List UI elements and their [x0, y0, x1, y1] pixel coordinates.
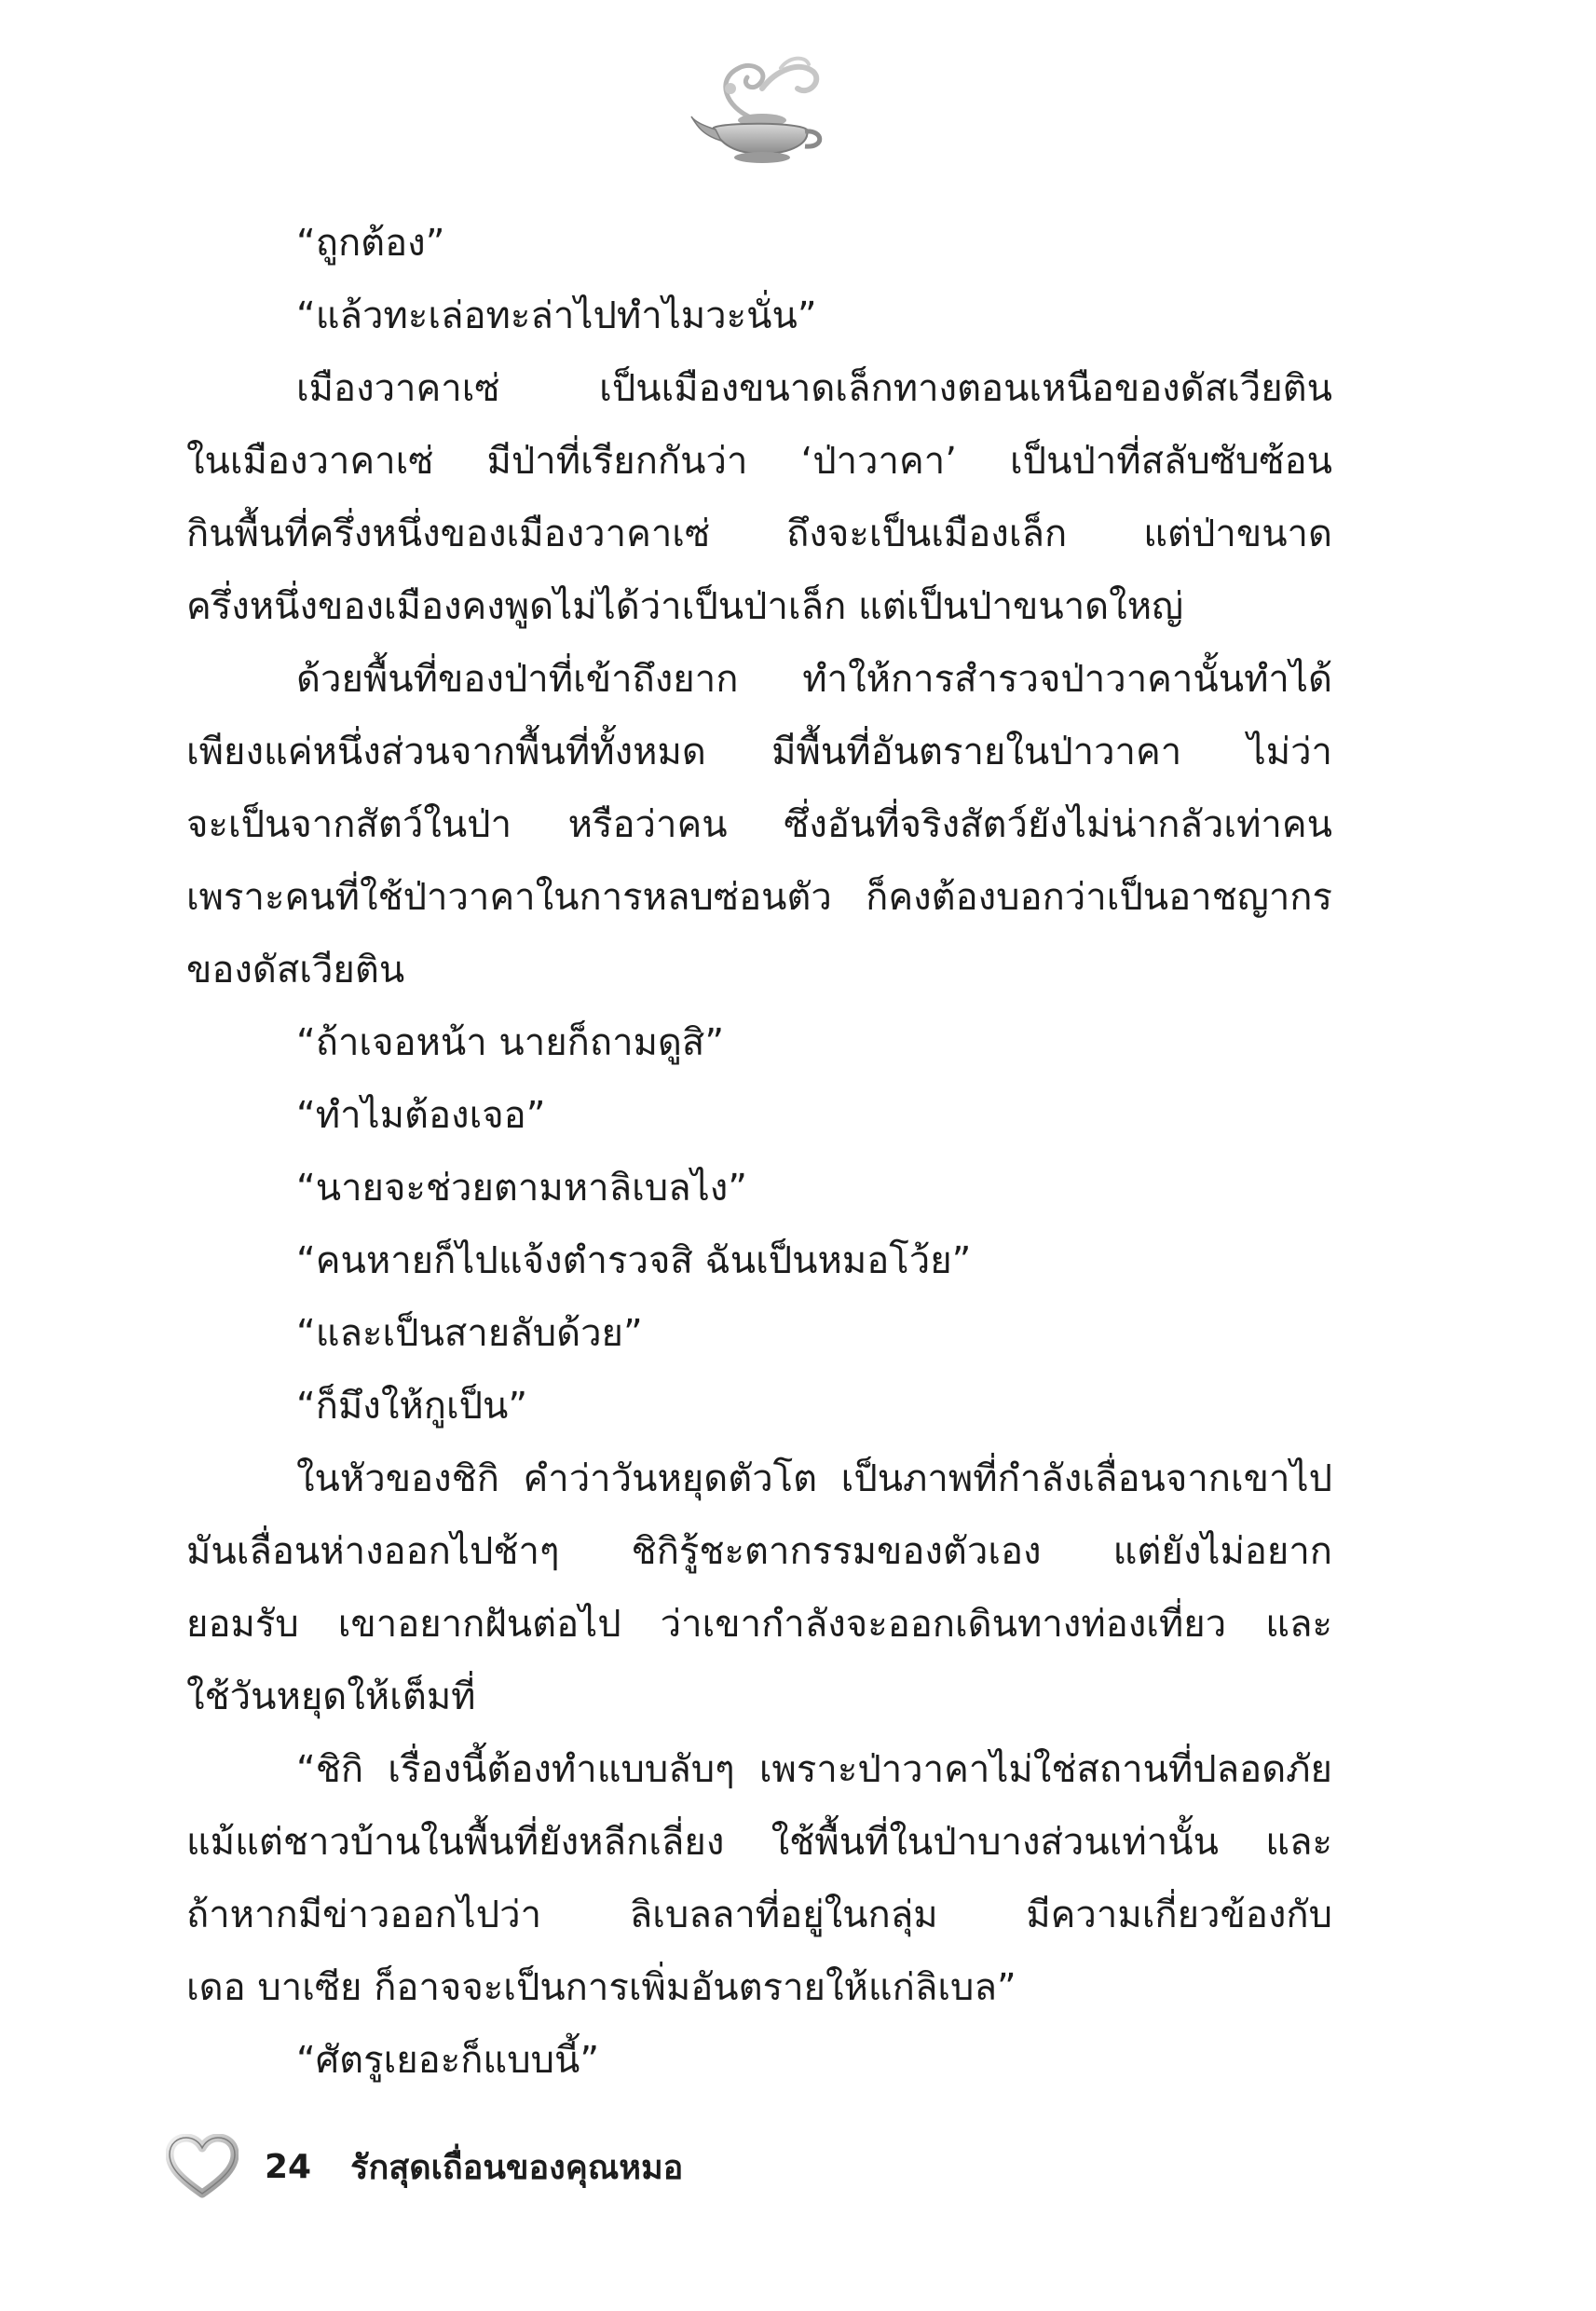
text-line: ยอมรับ เขาอยากฝันต่อไป ว่าเขากำลังจะออกเดินทางท่องเที่ยว และ [186, 1603, 1332, 1646]
text-line: “ถูกต้อง” [296, 222, 445, 265]
text-line: เดอ บาเซีย ก็อาจจะเป็นการเพิ่มอันตรายให้แก่ลิเบล” [186, 1966, 1016, 2009]
text-line: ของดัสเวียติน [186, 949, 405, 991]
text-line: เพราะคนที่ใช้ป่าวาคาในการหลบซ่อนตัว ก็คงต้องบอกว่าเป็นอาชญากร [186, 876, 1332, 919]
text-line: “คนหายก็ไปแจ้งตำรวจสิ ฉันเป็นหมอโว้ย” [296, 1239, 972, 1282]
page-number: 24 [265, 2147, 312, 2186]
text-line: “ชิกิ เรื่องนี้ต้องทำแบบลับๆ เพราะป่าวาคาไม่ใช่สถานที่ปลอดภัย [296, 1748, 1332, 1791]
chapter-body-text [186, 207, 1332, 2097]
text-line: ครึ่งหนึ่งของเมืองคงพูดไม่ได้ว่าเป็นป่าเล็ก แต่เป็นป่าขนาดใหญ่ [186, 585, 1184, 628]
text-line: จะเป็นจากสัตว์ในป่า หรือว่าคน ซึ่งอันที่จริงสัตว์ยังไม่น่ากลัวเท่าคน [186, 803, 1332, 846]
text-line: กินพื้นที่ครึ่งหนึ่งของเมืองวาคาเซ่ ถึงจะเป็นเมืองเล็ก แต่ป่าขนาด [186, 513, 1332, 555]
text-line: “ถ้าเจอหน้า นายก็ถามดูสิ” [296, 1021, 725, 1064]
text-line: ในเมืองวาคาเซ่ มีป่าที่เรียกกันว่า ‘ป่าวาคา’ เป็นป่าที่สลับซับซ้อน [186, 440, 1332, 483]
heart-icon [166, 2134, 239, 2199]
text-line: “ศัตรูเยอะก็แบบนี้” [296, 2039, 600, 2082]
text-line: “นายจะช่วยตามหาลิเบลไง” [296, 1167, 748, 1210]
text-line: “และเป็นสายลับด้วย” [296, 1312, 643, 1355]
book-title: รักสุดเถื่อนของคุณหมอ [350, 2148, 684, 2187]
text-line: “แล้วทะเล่อทะล่าไปทำไมวะนั่น” [296, 294, 817, 337]
text-line: เมืองวาคาเซ่ เป็นเมืองขนาดเล็กทางตอนเหนือของดัสเวียติน [296, 367, 1332, 410]
page-footer [166, 2134, 683, 2199]
text-line: ในหัวของชิกิ คำว่าวันหยุดตัวโต เป็นภาพที่กำลังเลื่อนจากเขาไป [296, 1457, 1332, 1500]
text-line: ใช้วันหยุดให้เต็มที่ [186, 1675, 476, 1718]
text-line: “ก็มึงให้กูเป็น” [296, 1385, 528, 1428]
genie-lamp-ornament-icon [688, 51, 827, 168]
text-line: ถ้าหากมีข่าวออกไปว่า ลิเบลลาที่อยู่ในกลุ่ม มีความเกี่ยวข้องกับ [186, 1894, 1332, 1936]
text-line: แม้แต่ชาวบ้านในพื้นที่ยังหลีกเลี่ยง ใช้พื้นที่ในป่าบางส่วนเท่านั้น และ [186, 1821, 1332, 1864]
text-line: “ทำไมต้องเจอ” [296, 1094, 546, 1137]
text-line: ด้วยพื้นที่ของป่าที่เข้าถึงยาก ทำให้การสำรวจป่าวาคานั้นทำได้ [296, 658, 1332, 701]
text-line: เพียงแค่หนึ่งส่วนจากพื้นที่ทั้งหมด มีพื้นที่อันตรายในป่าวาคา ไม่ว่า [186, 731, 1332, 773]
text-line: มันเลื่อนห่างออกไปช้าๆ ชิกิรู้ชะตากรรมของตัวเอง แต่ยังไม่อยาก [186, 1530, 1332, 1573]
